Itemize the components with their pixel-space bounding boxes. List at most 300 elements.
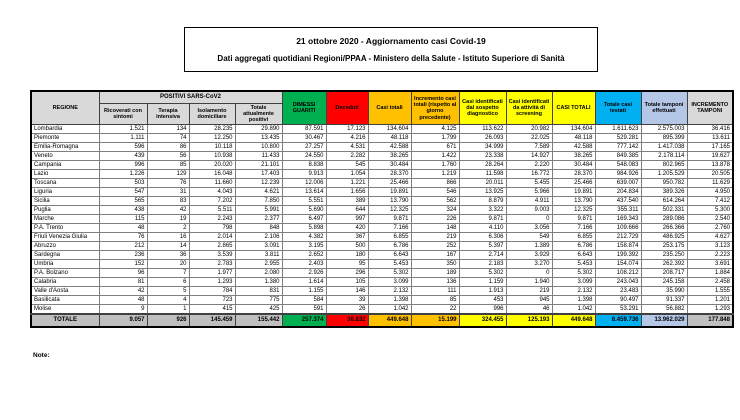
data-cell: 866 xyxy=(411,179,459,188)
data-cell: 7.589 xyxy=(506,143,552,152)
data-cell: 19.627 xyxy=(687,152,733,161)
data-cell: 2.575.003 xyxy=(641,125,687,134)
data-cell: 26.093 xyxy=(459,134,506,143)
data-cell: 12.325 xyxy=(368,206,411,215)
data-cell: 31 xyxy=(147,188,189,197)
data-cell: 2.760 xyxy=(687,224,733,233)
region-name: Puglia xyxy=(31,206,99,215)
data-cell: 9 xyxy=(99,305,147,315)
data-cell: 0 xyxy=(506,269,552,278)
region-name: Calabria xyxy=(31,278,99,287)
data-cell: 20.505 xyxy=(687,170,733,179)
data-cell: 350 xyxy=(411,260,459,269)
data-cell: 1.884 xyxy=(687,269,733,278)
data-cell: 831 xyxy=(235,287,282,296)
data-cell: 38.265 xyxy=(368,152,411,161)
data-cell: 437.540 xyxy=(595,197,641,206)
data-cell: 26 xyxy=(326,305,368,315)
data-cell: 7 xyxy=(147,269,189,278)
data-cell: 87.591 xyxy=(282,125,326,134)
data-cell: 235.250 xyxy=(641,251,687,260)
region-name: Lazio xyxy=(31,170,99,179)
data-cell: 5.551 xyxy=(282,197,326,206)
header-ricoverati: Ricoverati con sintomi xyxy=(99,103,147,125)
data-cell: 2.865 xyxy=(189,242,235,251)
header-group-positivi: POSITIVI SARS-CoV2 xyxy=(99,91,282,103)
data-cell: 13.925 xyxy=(459,188,506,197)
data-cell: 95 xyxy=(326,260,368,269)
totale-row xyxy=(31,314,733,327)
data-cell: 4.621 xyxy=(235,188,282,197)
region-name: Friuli Venezia Giulia xyxy=(31,233,99,242)
data-cell: 5.455 xyxy=(506,179,552,188)
data-cell: 2 xyxy=(147,224,189,233)
data-cell: 895.399 xyxy=(641,134,687,143)
data-cell: 7.166 xyxy=(552,224,595,233)
region-name: Sardegna xyxy=(31,251,99,260)
totale-cell: 125.193 xyxy=(506,314,552,327)
data-cell: 4.110 xyxy=(459,224,506,233)
data-cell: 90.497 xyxy=(595,296,641,305)
data-cell: 2.955 xyxy=(235,260,282,269)
data-cell: 1.293 xyxy=(687,305,733,315)
data-cell: 85 xyxy=(411,296,459,305)
data-cell: 180 xyxy=(326,251,368,260)
data-cell: 5.991 xyxy=(235,206,282,215)
data-cell: 500 xyxy=(326,242,368,251)
data-cell: 208.717 xyxy=(641,269,687,278)
data-cell: 14 xyxy=(147,242,189,251)
data-cell: 614.264 xyxy=(641,197,687,206)
data-cell: 13.614 xyxy=(282,188,326,197)
region-name: Valle d'Aosta xyxy=(31,287,99,296)
table-row xyxy=(31,233,733,242)
data-cell: 23.483 xyxy=(595,287,641,296)
region-name: P.A. Bolzano xyxy=(31,269,99,278)
data-cell: 56.882 xyxy=(641,305,687,315)
data-cell: 245.158 xyxy=(641,278,687,287)
data-cell: 775 xyxy=(235,296,282,305)
data-cell: 38.265 xyxy=(552,152,595,161)
data-cell: 30.484 xyxy=(552,161,595,170)
data-cell: 355.311 xyxy=(595,206,641,215)
totale-cell: 449.648 xyxy=(552,314,595,327)
data-cell: 81 xyxy=(99,278,147,287)
data-cell: 19.891 xyxy=(368,188,411,197)
data-cell: 4.125 xyxy=(411,125,459,134)
note-label: Note: xyxy=(33,352,50,359)
data-cell: 11.660 xyxy=(189,179,235,188)
data-cell: 13.435 xyxy=(235,134,282,143)
data-cell: 6.306 xyxy=(459,233,506,242)
data-cell: 39 xyxy=(326,296,368,305)
data-cell: 5.898 xyxy=(282,224,326,233)
report-header xyxy=(184,27,598,72)
table-row xyxy=(31,278,733,287)
data-cell: 152 xyxy=(99,260,147,269)
data-cell: 549 xyxy=(506,233,552,242)
data-cell: 1.611.623 xyxy=(595,125,641,134)
data-cell: 1.521 xyxy=(99,125,147,134)
data-cell: 56 xyxy=(147,152,189,161)
data-cell: 4.216 xyxy=(326,134,368,143)
totale-cell: 9.057 xyxy=(99,314,147,327)
data-cell: 1.417.038 xyxy=(641,143,687,152)
data-cell: 784 xyxy=(189,287,235,296)
table-row xyxy=(31,152,733,161)
data-cell: 5 xyxy=(147,287,189,296)
region-name: Lombardia xyxy=(31,125,99,134)
table-row xyxy=(31,161,733,170)
totale-cell: 155.442 xyxy=(235,314,282,327)
data-cell: 212 xyxy=(99,242,147,251)
data-cell: 136 xyxy=(411,278,459,287)
data-cell: 1.656 xyxy=(326,188,368,197)
data-cell: 2.220 xyxy=(506,161,552,170)
data-cell: 3.099 xyxy=(368,278,411,287)
data-cell: 453 xyxy=(459,296,506,305)
data-cell: 1.221 xyxy=(326,179,368,188)
table-row xyxy=(31,188,733,197)
region-name: Basilicata xyxy=(31,296,99,305)
table-row xyxy=(31,134,733,143)
data-cell: 2.282 xyxy=(326,152,368,161)
data-cell: 189 xyxy=(411,269,459,278)
data-cell: 1.226 xyxy=(99,170,147,179)
data-cell: 802.965 xyxy=(641,161,687,170)
data-cell: 2.243 xyxy=(189,215,235,224)
data-cell: 8.838 xyxy=(282,161,326,170)
data-cell: 6.643 xyxy=(368,251,411,260)
data-cell: 199.392 xyxy=(595,251,641,260)
data-cell: 76 xyxy=(99,233,147,242)
data-cell: 109.666 xyxy=(595,224,641,233)
header-totale-positivi: Totale attualmente positivi xyxy=(235,103,282,125)
data-cell: 1.389 xyxy=(506,242,552,251)
data-cell: 1.555 xyxy=(687,287,733,296)
header-incremento-casi: Incremento casi totali (rispetto al giorno precedente) xyxy=(411,91,459,125)
data-cell: 547 xyxy=(99,188,147,197)
data-cell: 5.302 xyxy=(459,269,506,278)
totale-cell: 257.374 xyxy=(282,314,326,327)
data-cell: 289.086 xyxy=(641,215,687,224)
data-cell: 4.950 xyxy=(687,188,733,197)
header-casi-totali: Casi totali xyxy=(368,91,411,125)
data-cell: 6.855 xyxy=(552,233,595,242)
region-name: Umbria xyxy=(31,260,99,269)
data-cell: 3.123 xyxy=(687,242,733,251)
data-cell: 6 xyxy=(147,278,189,287)
data-cell: 6.786 xyxy=(552,242,595,251)
totale-cell: 36.832 xyxy=(326,314,368,327)
data-cell: 10.800 xyxy=(235,143,282,152)
data-cell: 2.403 xyxy=(282,260,326,269)
data-cell: 3.099 xyxy=(552,278,595,287)
data-cell: 4.531 xyxy=(326,143,368,152)
data-cell: 16.048 xyxy=(189,170,235,179)
header-deceduti: Deceduti xyxy=(326,91,368,125)
data-cell: 134.604 xyxy=(368,125,411,134)
data-cell: 9.871 xyxy=(368,215,411,224)
data-cell: 1.380 xyxy=(235,278,282,287)
covid-data-table xyxy=(30,90,734,328)
data-cell: 324 xyxy=(411,206,459,215)
data-cell: 1.760 xyxy=(411,161,459,170)
region-name: Toscana xyxy=(31,179,99,188)
data-cell: 3.195 xyxy=(282,242,326,251)
data-cell: 24.550 xyxy=(282,152,326,161)
totale-cell: 177.848 xyxy=(687,314,733,327)
data-cell: 12.006 xyxy=(282,179,326,188)
data-cell: 76 xyxy=(147,179,189,188)
data-cell: 83 xyxy=(147,197,189,206)
data-cell: 1.799 xyxy=(411,134,459,143)
data-cell: 28.264 xyxy=(459,161,506,170)
data-cell: 12.325 xyxy=(552,206,595,215)
data-cell: 1.054 xyxy=(326,170,368,179)
data-cell: 848 xyxy=(235,224,282,233)
data-cell: 996 xyxy=(99,161,147,170)
data-cell: 4.043 xyxy=(189,188,235,197)
data-cell: 984.926 xyxy=(595,170,641,179)
data-cell: 48.118 xyxy=(368,134,411,143)
data-cell: 262.392 xyxy=(641,260,687,269)
data-cell: 29.890 xyxy=(235,125,282,134)
totale-cell: 324.455 xyxy=(459,314,506,327)
data-cell: 439 xyxy=(99,152,147,161)
data-cell: 20.011 xyxy=(459,179,506,188)
region-name: Campania xyxy=(31,161,99,170)
table-body xyxy=(31,125,733,328)
data-cell: 389 xyxy=(326,197,368,206)
data-cell: 4 xyxy=(147,296,189,305)
table-row xyxy=(31,197,733,206)
header-casi-totali-caps: CASI TOTALI xyxy=(552,91,595,125)
data-cell: 42.588 xyxy=(368,143,411,152)
data-cell: 36 xyxy=(147,251,189,260)
data-cell: 146 xyxy=(326,287,368,296)
header-dimessi-guariti: DIMESSI GUARITI xyxy=(282,91,326,125)
data-cell: 1.913 xyxy=(459,287,506,296)
data-cell: 5.966 xyxy=(506,188,552,197)
data-cell: 565 xyxy=(99,197,147,206)
data-cell: 134.604 xyxy=(552,125,595,134)
table-row xyxy=(31,287,733,296)
data-cell: 2.926 xyxy=(282,269,326,278)
data-cell: 9.871 xyxy=(459,215,506,224)
data-cell: 3.270 xyxy=(506,260,552,269)
totale-label: TOTALE xyxy=(31,314,99,327)
data-cell: 48 xyxy=(99,224,147,233)
report-subtitle: Dati aggregati quotidiani Regioni/PPAA - Ministero della Salute - Istituto Superiore di Sanità xyxy=(217,54,565,63)
data-cell: 546 xyxy=(411,188,459,197)
data-cell: 945 xyxy=(506,296,552,305)
data-cell: 236 xyxy=(99,251,147,260)
data-cell: 27.257 xyxy=(282,143,326,152)
data-cell: 96 xyxy=(99,269,147,278)
data-cell: 48.118 xyxy=(552,134,595,143)
data-cell: 22 xyxy=(411,305,459,315)
data-cell: 3.691 xyxy=(687,260,733,269)
table-row xyxy=(31,215,733,224)
data-cell: 644 xyxy=(326,206,368,215)
header-terapia-intensiva: Terapia intensiva xyxy=(147,103,189,125)
data-cell: 798 xyxy=(189,224,235,233)
data-cell: 1.042 xyxy=(552,305,595,315)
data-cell: 74 xyxy=(147,134,189,143)
data-cell: 14.927 xyxy=(506,152,552,161)
data-cell: 91.337 xyxy=(641,296,687,305)
data-cell: 20 xyxy=(147,260,189,269)
data-cell: 16 xyxy=(147,233,189,242)
header-casi-sospetto: Casi identificati dal sospetto diagnostico xyxy=(459,91,506,125)
data-cell: 548.083 xyxy=(595,161,641,170)
totale-cell: 145.459 xyxy=(189,314,235,327)
data-cell: 1.155 xyxy=(282,287,326,296)
data-cell: 4.627 xyxy=(687,233,733,242)
data-cell: 4.382 xyxy=(282,233,326,242)
header-casi-screening: Casi identificati da attività di screening xyxy=(506,91,552,125)
data-cell: 13.790 xyxy=(368,197,411,206)
data-cell: 9.871 xyxy=(552,215,595,224)
data-cell: 5.453 xyxy=(368,260,411,269)
data-cell: 169.343 xyxy=(595,215,641,224)
data-cell: 1.940 xyxy=(506,278,552,287)
table-row xyxy=(31,260,733,269)
data-cell: 6.855 xyxy=(368,233,411,242)
data-cell: 16.772 xyxy=(506,170,552,179)
data-cell: 219 xyxy=(411,233,459,242)
totale-cell: 926 xyxy=(147,314,189,327)
data-cell: 997 xyxy=(326,215,368,224)
report-date-title: 21 ottobre 2020 - Aggiornamento casi Covid-19 xyxy=(296,36,486,46)
data-cell: 2.783 xyxy=(189,260,235,269)
header-incremento-tamponi: INCREMENTO TAMPONI xyxy=(687,91,733,125)
table-row xyxy=(31,242,733,251)
data-cell: 1.159 xyxy=(459,278,506,287)
data-cell: 10.938 xyxy=(189,152,235,161)
data-cell: 28.370 xyxy=(552,170,595,179)
data-cell: 53.291 xyxy=(595,305,641,315)
data-cell: 562 xyxy=(411,197,459,206)
data-cell: 13.878 xyxy=(687,161,733,170)
data-cell: 296 xyxy=(326,269,368,278)
data-cell: 36.416 xyxy=(687,125,733,134)
data-cell: 2.223 xyxy=(687,251,733,260)
data-cell: 85 xyxy=(147,161,189,170)
data-cell: 950.782 xyxy=(641,179,687,188)
data-cell: 10.118 xyxy=(189,143,235,152)
data-cell: 42 xyxy=(99,287,147,296)
data-cell: 3.811 xyxy=(235,251,282,260)
data-cell: 13.790 xyxy=(552,197,595,206)
data-cell: 2.014 xyxy=(189,233,235,242)
data-cell: 3.539 xyxy=(189,251,235,260)
data-cell: 723 xyxy=(189,296,235,305)
data-cell: 1.205.529 xyxy=(641,170,687,179)
data-cell: 46 xyxy=(506,305,552,315)
data-cell: 584 xyxy=(282,296,326,305)
data-cell: 167 xyxy=(411,251,459,260)
data-cell: 11.629 xyxy=(687,179,733,188)
data-cell: 17.403 xyxy=(235,170,282,179)
data-cell: 17.165 xyxy=(687,143,733,152)
data-cell: 420 xyxy=(326,224,368,233)
data-cell: 529.281 xyxy=(595,134,641,143)
data-cell: 17.123 xyxy=(326,125,368,134)
totale-cell: 13.962.029 xyxy=(641,314,687,327)
region-name: Veneto xyxy=(31,152,99,161)
data-cell: 28.235 xyxy=(189,125,235,134)
data-cell: 105 xyxy=(326,278,368,287)
data-cell: 6.497 xyxy=(282,215,326,224)
data-cell: 3.056 xyxy=(506,224,552,233)
region-name: Piemonte xyxy=(31,134,99,143)
data-cell: 86 xyxy=(147,143,189,152)
data-cell: 5.690 xyxy=(282,206,326,215)
data-cell: 3.929 xyxy=(506,251,552,260)
data-cell: 243.043 xyxy=(595,278,641,287)
data-cell: 1.042 xyxy=(368,305,411,315)
data-cell: 9.003 xyxy=(506,206,552,215)
region-name: Sicilia xyxy=(31,197,99,206)
data-cell: 2.377 xyxy=(235,215,282,224)
data-cell: 30.484 xyxy=(368,161,411,170)
data-cell: 113.622 xyxy=(459,125,506,134)
data-cell: 1.614 xyxy=(282,278,326,287)
data-cell: 545 xyxy=(326,161,368,170)
data-cell: 111 xyxy=(411,287,459,296)
totale-cell: 449.648 xyxy=(368,314,411,327)
data-cell: 154.074 xyxy=(595,260,641,269)
data-cell: 42 xyxy=(147,206,189,215)
data-cell: 1.219 xyxy=(411,170,459,179)
data-cell: 4.911 xyxy=(506,197,552,206)
data-cell: 5.453 xyxy=(552,260,595,269)
table-row xyxy=(31,206,733,215)
region-name: Molise xyxy=(31,305,99,315)
data-cell: 158.874 xyxy=(595,242,641,251)
data-cell: 48 xyxy=(99,296,147,305)
header-regione: REGIONE xyxy=(31,91,99,125)
data-cell: 6.643 xyxy=(552,251,595,260)
data-cell: 596 xyxy=(99,143,147,152)
header-group-row xyxy=(31,91,733,103)
data-cell: 1.977 xyxy=(189,269,235,278)
data-cell: 2.458 xyxy=(687,278,733,287)
data-cell: 2.183 xyxy=(459,260,506,269)
data-cell: 1.111 xyxy=(99,134,147,143)
region-name: Liguria xyxy=(31,188,99,197)
header-isolamento: Isolamento domiciliare xyxy=(189,103,235,125)
data-cell: 3.322 xyxy=(459,206,506,215)
data-cell: 42.588 xyxy=(552,143,595,152)
data-cell: 1 xyxy=(147,305,189,315)
data-cell: 28.370 xyxy=(368,170,411,179)
data-cell: 503 xyxy=(99,179,147,188)
data-cell: 252 xyxy=(411,242,459,251)
data-cell: 204.834 xyxy=(595,188,641,197)
data-cell: 21.101 xyxy=(235,161,282,170)
region-name: Marche xyxy=(31,215,99,224)
data-cell: 115 xyxy=(99,215,147,224)
data-cell: 19 xyxy=(147,215,189,224)
data-cell: 1.293 xyxy=(189,278,235,287)
data-cell: 367 xyxy=(326,233,368,242)
data-cell: 849.385 xyxy=(595,152,641,161)
data-cell: 1.398 xyxy=(368,296,411,305)
data-cell: 0 xyxy=(506,215,552,224)
